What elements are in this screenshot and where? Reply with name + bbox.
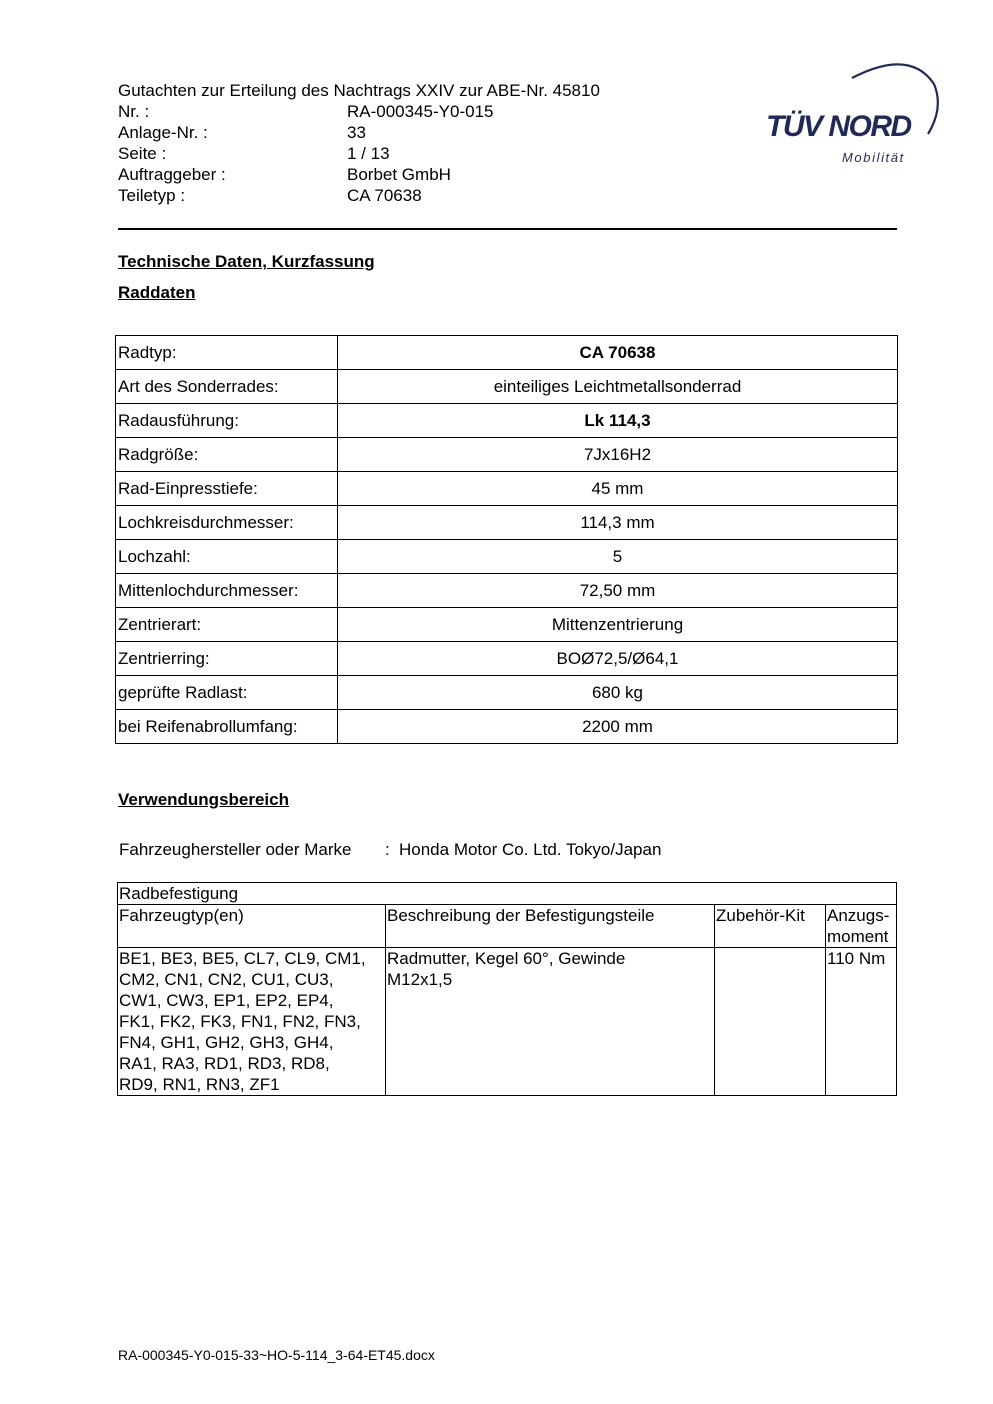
zubehoer-kit-cell — [715, 948, 826, 1096]
verwendungsbereich-heading: Verwendungsbereich — [118, 790, 289, 809]
logo-subtitle: Mobilität — [842, 150, 905, 165]
table-row — [116, 540, 898, 574]
table-row — [116, 642, 898, 676]
header-value: 33 — [347, 123, 366, 142]
column-header-anzugsmoment — [826, 905, 897, 948]
table-row — [116, 404, 898, 438]
raddaten-label: Zentrierring: — [116, 642, 338, 676]
hersteller-line — [119, 839, 662, 860]
table-row — [116, 336, 898, 370]
beschreibung-line: M12x1,5 — [387, 970, 453, 989]
column-header-zubehoer-kit: Zubehör-Kit — [715, 905, 826, 948]
footer-filename: RA-000345-Y0-015-33~HO-5-114_3-64-ET45.docx — [118, 1347, 435, 1363]
raddaten-value: 45 mm — [338, 472, 898, 506]
raddaten-label: Mittenlochdurchmesser: — [116, 574, 338, 608]
hersteller-label: Fahrzeughersteller oder Marke — [119, 840, 352, 859]
raddaten-label: Radtyp: — [116, 336, 338, 370]
table-row — [116, 608, 898, 642]
raddaten-value: 5 — [338, 540, 898, 574]
beschreibung-line: Radmutter, Kegel 60°, Gewinde — [387, 949, 626, 968]
raddaten-label: Art des Sonderrades: — [116, 370, 338, 404]
table-row — [118, 883, 897, 905]
beschreibung-cell — [386, 948, 715, 1096]
header-label: Auftraggeber : — [118, 165, 226, 184]
radbefestigung-title: Radbefestigung — [118, 883, 897, 905]
fahrzeugtyp-line: RA1, RA3, RD1, RD3, RD8, — [119, 1054, 330, 1073]
raddaten-label: bei Reifenabrollumfang: — [116, 710, 338, 744]
header-value: CA 70638 — [347, 186, 422, 205]
raddaten-value: Mittenzentrierung — [338, 608, 898, 642]
fahrzeugtyp-line: CM2, CN1, CN2, CU1, CU3, — [119, 970, 334, 989]
table-row — [116, 710, 898, 744]
radbefestigung-table — [117, 882, 897, 1096]
header-label: Seite : — [118, 144, 167, 163]
raddaten-value: Lk 114,3 — [338, 404, 898, 438]
header-line: Anzugs- — [827, 906, 890, 925]
raddaten-value: 72,50 mm — [338, 574, 898, 608]
column-header-beschreibung: Beschreibung der Befestigungsteile — [386, 905, 715, 948]
header-label: Nr. : — [118, 102, 150, 121]
table-row — [116, 574, 898, 608]
raddaten-label: Rad-Einpresstiefe: — [116, 472, 338, 506]
table-row — [116, 370, 898, 404]
header-value: 1 / 13 — [347, 144, 390, 163]
raddaten-label: Lochzahl: — [116, 540, 338, 574]
raddaten-label: Radgröße: — [116, 438, 338, 472]
header-label: Teiletyp : — [118, 186, 186, 205]
raddaten-value: einteiliges Leichtmetallsonderrad — [338, 370, 898, 404]
raddaten-value: 680 kg — [338, 676, 898, 710]
table-header-row — [118, 905, 897, 948]
fahrzeugtypen-cell — [118, 948, 386, 1096]
table-row — [118, 948, 897, 1096]
raddaten-value: CA 70638 — [338, 336, 898, 370]
document-title: Gutachten zur Erteilung des Nachtrags XXIV zur ABE-Nr. 45810 — [118, 81, 600, 100]
raddaten-value: 7Jx16H2 — [338, 438, 898, 472]
tuv-nord-logo — [760, 56, 945, 176]
fahrzeugtyp-line: RD9, RN1, RN3, ZF1 — [119, 1075, 280, 1094]
fahrzeugtyp-line: CW1, CW3, EP1, EP2, EP4, — [119, 991, 334, 1010]
header-value: Borbet GmbH — [347, 165, 451, 184]
fahrzeugtyp-line: FK1, FK2, FK3, FN1, FN2, FN3, — [119, 1012, 361, 1031]
raddaten-label: Radausführung: — [116, 404, 338, 438]
header-divider — [118, 228, 897, 230]
raddaten-table — [115, 335, 898, 744]
raddaten-label: Zentrierart: — [116, 608, 338, 642]
fahrzeugtyp-line: BE1, BE3, BE5, CL7, CL9, CM1, — [119, 949, 366, 968]
logo-brand-text: TÜV NORD — [766, 110, 911, 143]
anzugsmoment-cell: 110 Nm — [826, 948, 897, 1096]
raddaten-value: 114,3 mm — [338, 506, 898, 540]
raddaten-value: BOØ72,5/Ø64,1 — [338, 642, 898, 676]
raddaten-label: geprüfte Radlast: — [116, 676, 338, 710]
section-title: Technische Daten, Kurzfassung — [118, 252, 375, 271]
hersteller-separator: : — [385, 840, 390, 859]
fahrzeugtyp-line: FN4, GH1, GH2, GH3, GH4, — [119, 1033, 334, 1052]
column-header-fahrzeugtyp: Fahrzeugtyp(en) — [118, 905, 386, 948]
raddaten-label: Lochkreisdurchmesser: — [116, 506, 338, 540]
header-label: Anlage-Nr. : — [118, 123, 208, 142]
table-row — [116, 506, 898, 540]
header-value: RA-000345-Y0-015 — [347, 102, 494, 121]
table-row — [116, 438, 898, 472]
hersteller-value: Honda Motor Co. Ltd. Tokyo/Japan — [399, 840, 662, 859]
raddaten-heading: Raddaten — [118, 283, 196, 302]
table-row — [116, 676, 898, 710]
table-row — [116, 472, 898, 506]
raddaten-value: 2200 mm — [338, 710, 898, 744]
header-line: moment — [827, 927, 889, 946]
